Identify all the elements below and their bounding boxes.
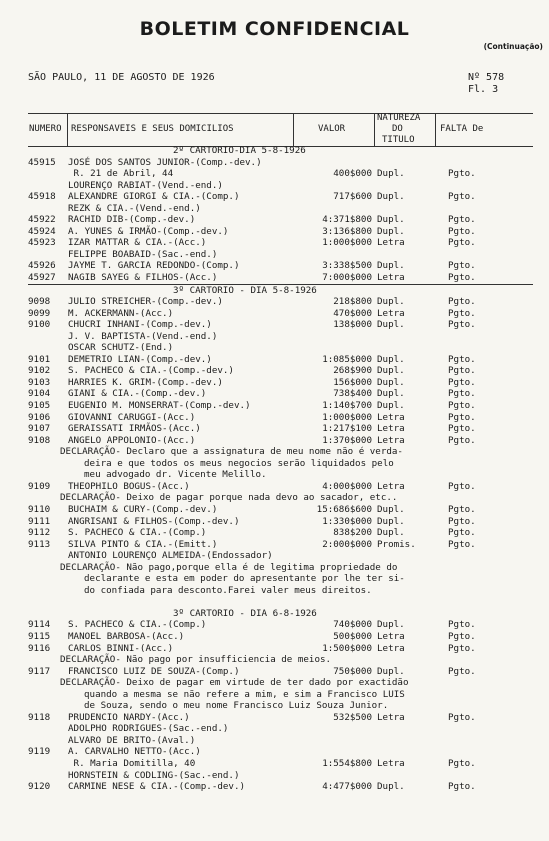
- entry-falta: Pgto.: [448, 423, 476, 435]
- entry-nature: Dupl.: [377, 214, 405, 226]
- entry-nature: Letra: [377, 434, 405, 446]
- entry-nature: Dupl.: [377, 319, 405, 331]
- table-row: [28, 237, 533, 249]
- col-natureza-3: TITULO: [382, 135, 415, 145]
- entry-number: 9115: [28, 630, 51, 642]
- table-row: [28, 157, 533, 169]
- table-row: [28, 226, 533, 238]
- entry-falta: Pgto.: [448, 711, 476, 723]
- entry-value: 1:500$000: [322, 642, 372, 654]
- bulletin-number: Nº 578: [468, 72, 505, 83]
- entry-number: 9113: [28, 538, 51, 550]
- entry-nature: Dupl.: [377, 527, 405, 539]
- entry-number: 9102: [28, 365, 51, 377]
- entry-name: S. PACHECO & CIA.-(Comp.): [68, 619, 207, 631]
- entry-number: 9111: [28, 515, 51, 527]
- table-row: [28, 619, 533, 631]
- entry-name: IZAR MATTAR & CIA.-(Acc.): [68, 237, 207, 249]
- entry-value: 400$000: [333, 168, 372, 180]
- entry-nature: Letra: [377, 757, 405, 769]
- entry-name: A. CARVALHO NETTO-(Acc.): [68, 746, 201, 758]
- entry-nature: Letra: [377, 423, 405, 435]
- table-row: [28, 550, 533, 562]
- entry-value: 1:085$000: [322, 353, 372, 365]
- entry-nature: Letra: [377, 307, 405, 319]
- entry-name: GIANI & CIA.-(Comp.-dev.): [68, 388, 207, 400]
- section-title: 3º CARTORIO - DIA 6-8-1926: [173, 607, 317, 619]
- entry-nature: Letra: [377, 480, 405, 492]
- declaration-continuation: [28, 700, 533, 712]
- declaration-line: [28, 446, 533, 458]
- entry-number: 9101: [28, 353, 51, 365]
- entry-value: 218$800: [333, 296, 372, 308]
- entry-number: 9106: [28, 411, 51, 423]
- table-row: [28, 203, 533, 215]
- entry-name: ANGELO APPOLONIO-(Acc.): [68, 434, 196, 446]
- entry-value: 268$900: [333, 365, 372, 377]
- declaration-continuation: [28, 458, 533, 470]
- declaration-continuation: [28, 689, 533, 701]
- entry-falta: Pgto.: [448, 411, 476, 423]
- table-row: [28, 527, 533, 539]
- declaration-text: meu advogado dr. Vicente Melillo.: [84, 469, 267, 481]
- table-row: [28, 191, 533, 203]
- entry-falta: Pgto.: [448, 296, 476, 308]
- table-row: [28, 516, 533, 528]
- declaration-line: [28, 677, 533, 689]
- entry-falta: Pgto.: [448, 480, 476, 492]
- entry-name: A. YUNES & IRMÃO-(Comp.-dev.): [68, 225, 229, 237]
- entry-number: 9112: [28, 527, 51, 539]
- entry-number: 9110: [28, 503, 51, 515]
- table-row: [28, 666, 533, 678]
- entry-name: JAYME T. GARCIA REDONDO-(Comp.): [68, 260, 240, 272]
- table-row: [28, 435, 533, 447]
- entry-nature: Dupl.: [377, 376, 405, 388]
- entry-name: HORNSTEIN & CODLING-(Sac.-end.): [68, 769, 240, 781]
- table-row: [28, 354, 533, 366]
- table-row: [28, 746, 533, 758]
- entry-name: CARLOS BINNI-(Acc.): [68, 642, 174, 654]
- entry-value: 2:000$000: [322, 538, 372, 550]
- table-row: [28, 481, 533, 493]
- table-row: [28, 631, 533, 643]
- table-row: [28, 412, 533, 424]
- entry-value: 1:000$000: [322, 237, 372, 249]
- declaration-text: DECLARAÇÃO- Não pago por insufficiencia de meios.: [60, 654, 332, 666]
- entry-falta: Pgto.: [448, 400, 476, 412]
- entry-name: MANOEL BARBOSA-(Acc.): [68, 630, 185, 642]
- table-row: [28, 319, 533, 331]
- entry-name: THEOPHILO BOGUS-(Acc.): [68, 480, 190, 492]
- entry-value: 138$000: [333, 319, 372, 331]
- entry-nature: Dupl.: [377, 515, 405, 527]
- entry-value: 1:217$100: [322, 423, 372, 435]
- declaration-text: do confiada para desconto.Farei valer meus direitos.: [84, 584, 372, 596]
- entry-name: CHUCRI INHANI-(Comp.-dev.): [68, 319, 212, 331]
- entry-name: ALVARO DE BRITO-(Aval.): [68, 734, 196, 746]
- bulletin-title: BOLETIM CONFIDENCIAL: [139, 18, 410, 40]
- entry-nature: Dupl.: [377, 191, 405, 203]
- entry-name: JOSÉ DOS SANTOS JUNIOR-(Comp.-dev.): [68, 156, 262, 168]
- entry-value: 740$000: [333, 619, 372, 631]
- entry-value: 838$200: [333, 527, 372, 539]
- declaration-line: [28, 562, 533, 574]
- entry-falta: Pgto.: [448, 168, 476, 180]
- col-responsaveis: RESPONSAVEIS E SEUS DOMICILIOS: [71, 124, 234, 134]
- table-row: [28, 168, 533, 180]
- table-row: [28, 308, 533, 320]
- table-row: [28, 214, 533, 226]
- entry-nature: Letra: [377, 642, 405, 654]
- blank-line: [28, 596, 533, 608]
- entry-falta: Pgto.: [448, 757, 476, 769]
- col-falta: FALTA De: [440, 124, 484, 134]
- entry-falta: Pgto.: [448, 307, 476, 319]
- entry-nature: Dupl.: [377, 168, 405, 180]
- entry-name: DEMETRIO LIAN-(Comp.-dev.): [68, 353, 212, 365]
- entry-value: 717$600: [333, 191, 372, 203]
- entry-name: EUGENIO M. MONSERRAT-(Comp.-dev.): [68, 400, 251, 412]
- declaration-text: DECLARAÇÃO- Não pago,porque ella é de legitima propriedade do: [60, 561, 398, 573]
- table-row: [28, 539, 533, 551]
- entry-nature: Letra: [377, 237, 405, 249]
- entry-name: SILVA PINTO & CIA.-(Emitt.): [68, 538, 218, 550]
- entry-value: 1:554$800: [322, 757, 372, 769]
- declaration-text: de Souza, sendo o meu nome Francisco Luiz Souza Junior.: [84, 700, 389, 712]
- entry-nature: Dupl.: [377, 260, 405, 272]
- entry-value: 1:140$700: [322, 400, 372, 412]
- section-heading: [28, 145, 533, 157]
- entry-name: FELIPPE BOABAID-(Sac.-end.): [68, 248, 218, 260]
- col-natureza-2: DO: [392, 124, 403, 134]
- entry-nature: Dupl.: [377, 296, 405, 308]
- entry-nature: Letra: [377, 630, 405, 642]
- entry-nature: Dupl.: [377, 388, 405, 400]
- entry-name: S. PACHECO & CIA.-(Comp.-dev.): [68, 365, 234, 377]
- entry-number: 45923: [28, 237, 56, 249]
- entry-value: 4:477$000: [322, 781, 372, 793]
- declaration-text: DECLARAÇÃO- Declaro que a assignatura de meu nome não é verda-: [60, 446, 403, 458]
- entry-number: 9103: [28, 376, 51, 388]
- column-header: [28, 113, 533, 147]
- entry-number: 45922: [28, 214, 56, 226]
- entry-number: 9104: [28, 388, 51, 400]
- declaration-continuation: [28, 469, 533, 481]
- entry-value: 500$000: [333, 630, 372, 642]
- entry-value: 1:000$000: [322, 411, 372, 423]
- entry-nature: Letra: [377, 272, 405, 284]
- table-row: [28, 272, 533, 284]
- entry-value: 1:330$000: [322, 515, 372, 527]
- entries-list: [28, 145, 533, 793]
- entry-value: 1:370$000: [322, 434, 372, 446]
- table-row: [28, 342, 533, 354]
- declaration-text: quando a mesma se não refere a mim, e sim a Francisco LUIS: [84, 688, 405, 700]
- section-heading: [28, 608, 533, 620]
- entry-nature: Dupl.: [377, 225, 405, 237]
- entry-number: 9119: [28, 746, 51, 758]
- table-row: [28, 249, 533, 261]
- entry-value: 750$000: [333, 665, 372, 677]
- entry-name: PRUDENCIO NARDY-(Acc.): [68, 711, 190, 723]
- entry-value: 3:136$800: [322, 225, 372, 237]
- entry-falta: Pgto.: [448, 214, 476, 226]
- table-row: [28, 712, 533, 724]
- entry-number: 9120: [28, 781, 51, 793]
- entry-falta: Pgto.: [448, 388, 476, 400]
- entry-name: ANTONIO LOURENÇO ALMEIDA-(Endossador): [68, 550, 273, 562]
- entry-name: ADOLPHO RODRIGUES-(Sac.-end.): [68, 723, 229, 735]
- entry-number: 9117: [28, 665, 51, 677]
- entry-number: 9099: [28, 307, 51, 319]
- declaration-text: declarante e esta em poder do apresentante por lhe ter si-: [84, 573, 405, 585]
- entry-name: NAGIB SAYEG & FILHOS-(Acc.): [68, 272, 218, 284]
- entry-number: 45927: [28, 272, 56, 284]
- section-heading: [28, 284, 533, 297]
- declaration-continuation: [28, 585, 533, 597]
- entry-falta: Pgto.: [448, 503, 476, 515]
- table-row: [28, 723, 533, 735]
- entry-name: LOURENÇO RABIAT-(Vend.-end.): [68, 179, 223, 191]
- entry-falta: Pgto.: [448, 630, 476, 642]
- section-title: 2º CARTORIO-DIA 5-8-1926: [173, 145, 306, 156]
- declaration-text: DECLARAÇÃO- Deixo de pagar em virtude de ter dado por exactidão: [60, 677, 409, 689]
- entry-falta: Pgto.: [448, 272, 476, 284]
- continuation-note: (Continuação): [483, 42, 543, 51]
- table-row: [28, 388, 533, 400]
- entry-falta: Pgto.: [448, 781, 476, 793]
- table-row: [28, 377, 533, 389]
- entry-number: 9114: [28, 619, 51, 631]
- declaration-line: [28, 492, 533, 504]
- table-row: [28, 296, 533, 308]
- entry-name: JULIO STREICHER-(Comp.-dev.): [68, 296, 223, 308]
- entry-name: GERAISSATI IRMÃOS-(Acc.): [68, 423, 201, 435]
- entry-name: REZK & CIA.-(Vend.-end.): [68, 202, 201, 214]
- entry-falta: Pgto.: [448, 225, 476, 237]
- entry-value: 15:686$600: [316, 503, 372, 515]
- entry-falta: Pgto.: [448, 237, 476, 249]
- table-row: [28, 423, 533, 435]
- entry-falta: Pgto.: [448, 353, 476, 365]
- entry-name: S. PACHECO & CIA.-(Comp.): [68, 527, 207, 539]
- table-row: [28, 365, 533, 377]
- entry-name: R. Maria Domitilla, 40: [68, 757, 196, 769]
- entry-falta: Pgto.: [448, 376, 476, 388]
- entry-falta: Pgto.: [448, 515, 476, 527]
- entry-nature: Letra: [377, 711, 405, 723]
- entry-number: 9100: [28, 319, 51, 331]
- entry-number: 45926: [28, 260, 56, 272]
- entry-number: 9108: [28, 434, 51, 446]
- entry-falta: Pgto.: [448, 191, 476, 203]
- entry-name: ANGRISANI & FILHOS-(Comp.-dev.): [68, 515, 240, 527]
- entry-falta: Pgto.: [448, 619, 476, 631]
- entry-name: J. V. BAPTISTA-(Vend.-end.): [68, 330, 218, 342]
- col-valor: VALOR: [318, 124, 346, 134]
- entry-name: CARMINE NESE & CIA.-(Comp.-dev.): [68, 781, 246, 793]
- entry-nature: Dupl.: [377, 665, 405, 677]
- entry-name: ALEXANDRE GIORGI & CIA.-(Comp.): [68, 191, 240, 203]
- sheet-number: Fl. 3: [468, 84, 499, 95]
- entry-falta: Pgto.: [448, 365, 476, 377]
- entry-nature: Dupl.: [377, 365, 405, 377]
- entry-falta: Pgto.: [448, 260, 476, 272]
- entry-value: 156$000: [333, 376, 372, 388]
- entry-nature: Dupl.: [377, 619, 405, 631]
- entry-number: 45915: [28, 156, 56, 168]
- entry-name: R. 21 de Abril, 44: [68, 168, 174, 180]
- entry-nature: Dupl.: [377, 503, 405, 515]
- table-row: [28, 400, 533, 412]
- col-numero: NUMERO: [29, 124, 62, 134]
- table-row: [28, 781, 533, 793]
- entry-value: 470$000: [333, 307, 372, 319]
- entry-nature: Letra: [377, 411, 405, 423]
- entry-value: 738$400: [333, 388, 372, 400]
- entry-number: 9107: [28, 423, 51, 435]
- table-row: [28, 331, 533, 343]
- table-row: [28, 504, 533, 516]
- entry-name: OSCAR SCHUTZ-(End.): [68, 342, 174, 354]
- table-row: [28, 260, 533, 272]
- col-natureza-1: NATUREZA: [377, 113, 421, 123]
- entry-number: 45918: [28, 191, 56, 203]
- entry-falta: Pgto.: [448, 538, 476, 550]
- table-row: [28, 770, 533, 782]
- entry-name: FRANCISCO LUIZ DE SOUZA-(Comp.): [68, 665, 240, 677]
- entry-number: 9098: [28, 296, 51, 308]
- entry-value: 3:338$500: [322, 260, 372, 272]
- entry-number: 9109: [28, 480, 51, 492]
- entry-falta: Pgto.: [448, 319, 476, 331]
- declaration-line: [28, 654, 533, 666]
- table-row: [28, 180, 533, 192]
- entry-number: 9105: [28, 400, 51, 412]
- entry-value: 532$500: [333, 711, 372, 723]
- entry-value: 7:000$000: [322, 272, 372, 284]
- entry-falta: Pgto.: [448, 642, 476, 654]
- entry-name: BUCHAIM & CURY-(Comp.-dev.): [68, 503, 218, 515]
- entry-name: RACHID DIB-(Comp.-dev.): [68, 214, 196, 226]
- entry-nature: Dupl.: [377, 781, 405, 793]
- entry-number: 45924: [28, 225, 56, 237]
- entry-number: 9116: [28, 642, 51, 654]
- entry-value: 4:371$800: [322, 214, 372, 226]
- entry-nature: Promis.: [377, 538, 416, 550]
- entry-nature: Dupl.: [377, 400, 405, 412]
- entry-falta: Pgto.: [448, 665, 476, 677]
- table-row: [28, 735, 533, 747]
- entry-value: 4:000$000: [322, 480, 372, 492]
- entry-number: 9118: [28, 711, 51, 723]
- table-row: [28, 758, 533, 770]
- declaration-text: deira e que todos os meus negocios serão liquidados pelo: [84, 457, 394, 469]
- place-date: SÃO PAULO, 11 DE AGOSTO DE 1926: [28, 72, 215, 83]
- entry-name: GIOVANNI CARUGGI-(Acc.): [68, 411, 196, 423]
- entry-name: M. ACKERMANN-(Acc.): [68, 307, 174, 319]
- entry-falta: Pgto.: [448, 434, 476, 446]
- entry-name: HARRIES K. GRIM-(Comp.-dev.): [68, 376, 223, 388]
- entry-nature: Dupl.: [377, 353, 405, 365]
- section-title: 3º CARTORIO - DIA 5-8-1926: [173, 284, 317, 296]
- declaration-text: DECLARAÇÃO- Deixo de pagar porque nada devo ao sacador, etc..: [60, 492, 398, 504]
- table-row: [28, 643, 533, 655]
- entry-falta: Pgto.: [448, 527, 476, 539]
- declaration-continuation: [28, 573, 533, 585]
